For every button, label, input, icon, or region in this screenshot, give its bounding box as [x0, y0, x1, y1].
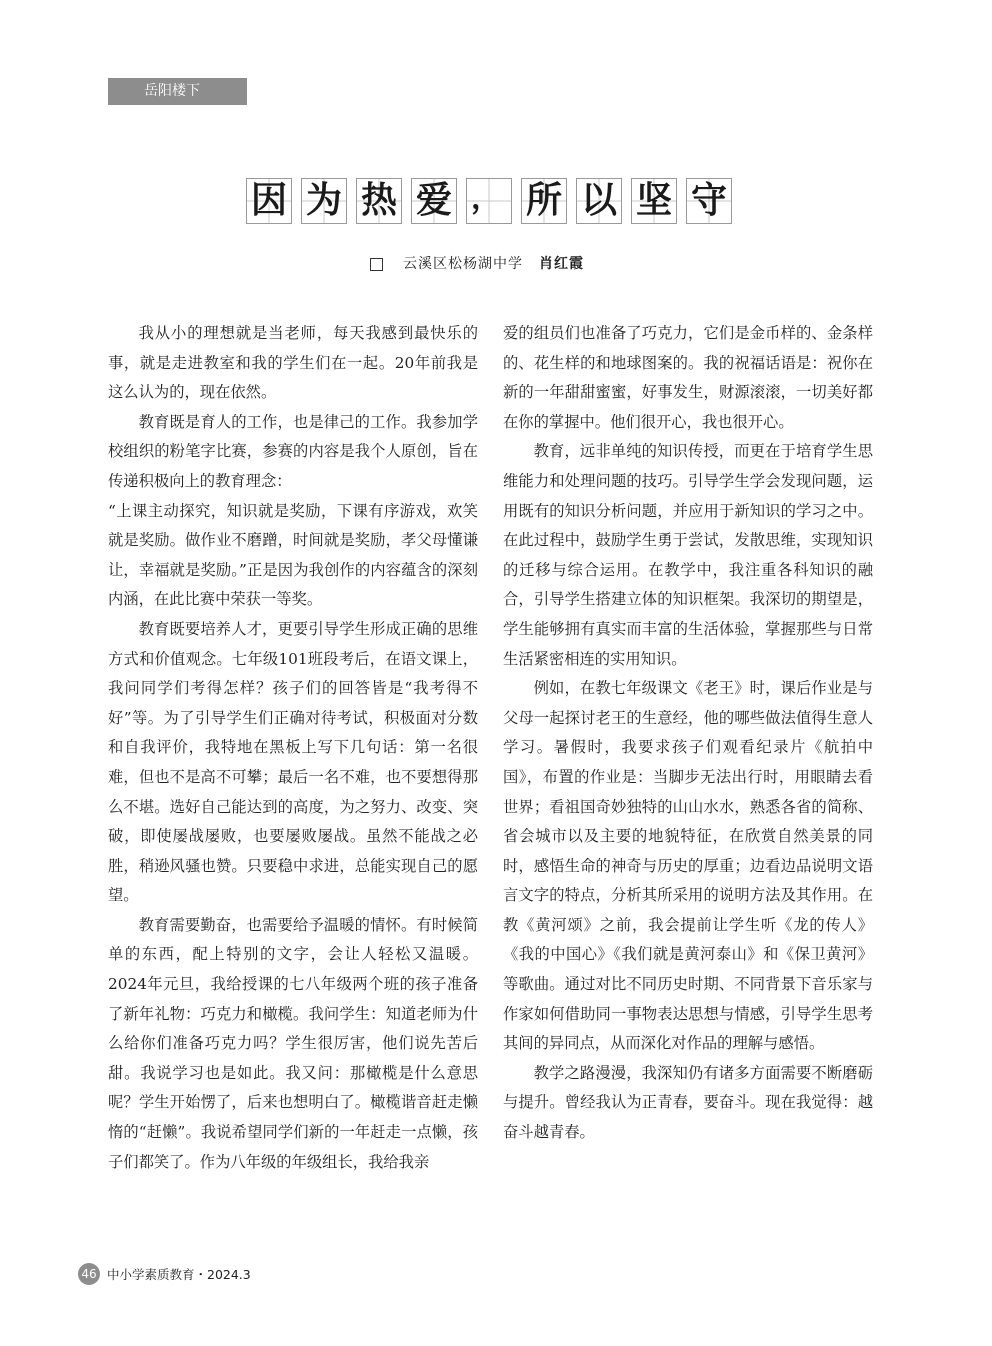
- right-column: [503, 319, 873, 1148]
- section-tag: 岳阳楼下: [108, 78, 247, 105]
- title-char: ，: [466, 178, 512, 224]
- title-char: 爱: [411, 178, 457, 224]
- paragraph: 教育既要培养人才，更要引导学生形成正确的思维方式和价值观念。七年级101班段考后，在语文课上，我问同学们考得怎样？孩子们的回答皆是“我考得不好”等。为了引导学生们正确对待考试，积极面对分数和自我评价，我特地在黑板上写下几句话：第一名很难，但也不是高不可攀；最后一名不难，也不要想得那么不堪。选好自己能达到的高度，为之努力、改变、突破，即使屡战屡败，也要屡败屡战。虽然不能战之必胜，稍逊风骚也赞。只要稳中求进，总能实现自己的愿望。: [108, 619, 478, 905]
- paragraph: 教育既是育人的工作，也是律己的工作。我参加学校组织的粉笔字比赛，参赛的内容是我个人原创，旨在传递积极向上的教育理念：: [108, 412, 478, 490]
- title-char: 因: [246, 178, 292, 224]
- title-char: 坚: [631, 178, 677, 224]
- page-number: 46: [78, 1263, 100, 1285]
- byline-school: 云溪区松杨湖中学: [403, 256, 523, 272]
- paragraph: 爱的组员们也准备了巧克力，它们是金币样的、金条样的、花生样的和地球图案的。我的祝福话语是：祝你在新的一年甜甜蜜蜜，好事发生，财源滚滚，一切美好都在你的掌握中。他们很开心，我也很开心。: [503, 324, 873, 431]
- paragraph: “上课主动探究，知识就是奖励，下课有序游戏，欢笑就是奖励。做作业不磨蹭，时间就是奖励，孝父母懂谦让，幸福就是奖励。”正是因为我创作的内容蕴含的深刻内涵，在此比赛中荣获一等奖。: [108, 501, 478, 609]
- paragraph: 例如，在教七年级课文《老王》时，课后作业是与父母一起探讨老王的生意经，他的哪些做法值得生意人学习。暑假时，我要求孩子们观看纪录片《航拍中国》，布置的作业是：当脚步无法出行时，用眼睛去看世界；看祖国奇妙独特的山山水水，熟悉各省的简称、省会城市以及主要的地貌特征，在欣赏自然美景的同时，感悟生命的神奇与历史的厚重；边看边品说明文语言文字的特点，分析其所采用的说明方法及其作用。在教《黄河颂》之前，我会提前让学生听《龙的传人》《我的中国心》《我们就是黄河泰山》和《保卫黄河》等歌曲。通过对比不同历史时期、不同背景下音乐家与作家如何借助同一事物表达思想与情感，引导学生思考其间的异同点，从而深化对作品的理解与感悟。: [503, 679, 873, 1053]
- byline-box-icon: [370, 258, 383, 271]
- byline: [370, 254, 584, 274]
- title-char: 守: [686, 178, 732, 224]
- byline-author: 肖红霞: [539, 256, 584, 272]
- left-column: [108, 319, 478, 1177]
- paragraph: 教育，远非单纯的知识传授，而更在于培育学生思维能力和处理问题的技巧。引导学生学会发现问题，运用既有的知识分析问题，并应用于新知识的学习之中。在此过程中，鼓励学生勇于尝试，发散思维，实现知识的迁移与综合运用。在教学中，我注重各科知识的融合，引导学生搭建立体的知识框架。我深切的期望是，学生能够拥有真实而丰富的生活体验，掌握那些与日常生活紧密相连的实用知识。: [503, 442, 873, 668]
- title-char: 所: [521, 178, 567, 224]
- journal-name: 中小学素质教育・2024.3: [107, 1267, 251, 1282]
- title-char: 为: [301, 178, 347, 224]
- title-char: 以: [576, 178, 622, 224]
- article-title: [246, 178, 741, 224]
- paragraph: 教育需要勤奋，也需要给予温暖的情怀。有时候简单的东西，配上特别的文字，会让人轻松又温暖。2024年元旦，我给授课的七八年级两个班的孩子准备了新年礼物：巧克力和橄榄。我问学生：知道老师为什么给你们准备巧克力吗？学生很厉害，他们说先苦后甜。我说学习也是如此。我又问：那橄榄是什么意思呢？学生开始愣了，后来也想明白了。橄榄谐音赶走懒惰的“赶懒”。我说希望同学们新的一年赶走一点懒，孩子们都笑了。作为八年级的年级组长，我给我亲: [108, 915, 478, 1171]
- paragraph: 教学之路漫漫，我深知仍有诸多方面需要不断磨砺与提升。曾经我认为正青春，要奋斗。现在我觉得：越奋斗越青春。: [503, 1063, 873, 1142]
- footer: [78, 1263, 251, 1285]
- title-char: 热: [356, 178, 402, 224]
- paragraph: 我从小的理想就是当老师，每天我感到最快乐的事，就是走进教室和我的学生们在一起。20年前我是这么认为的，现在依然。: [108, 324, 478, 402]
